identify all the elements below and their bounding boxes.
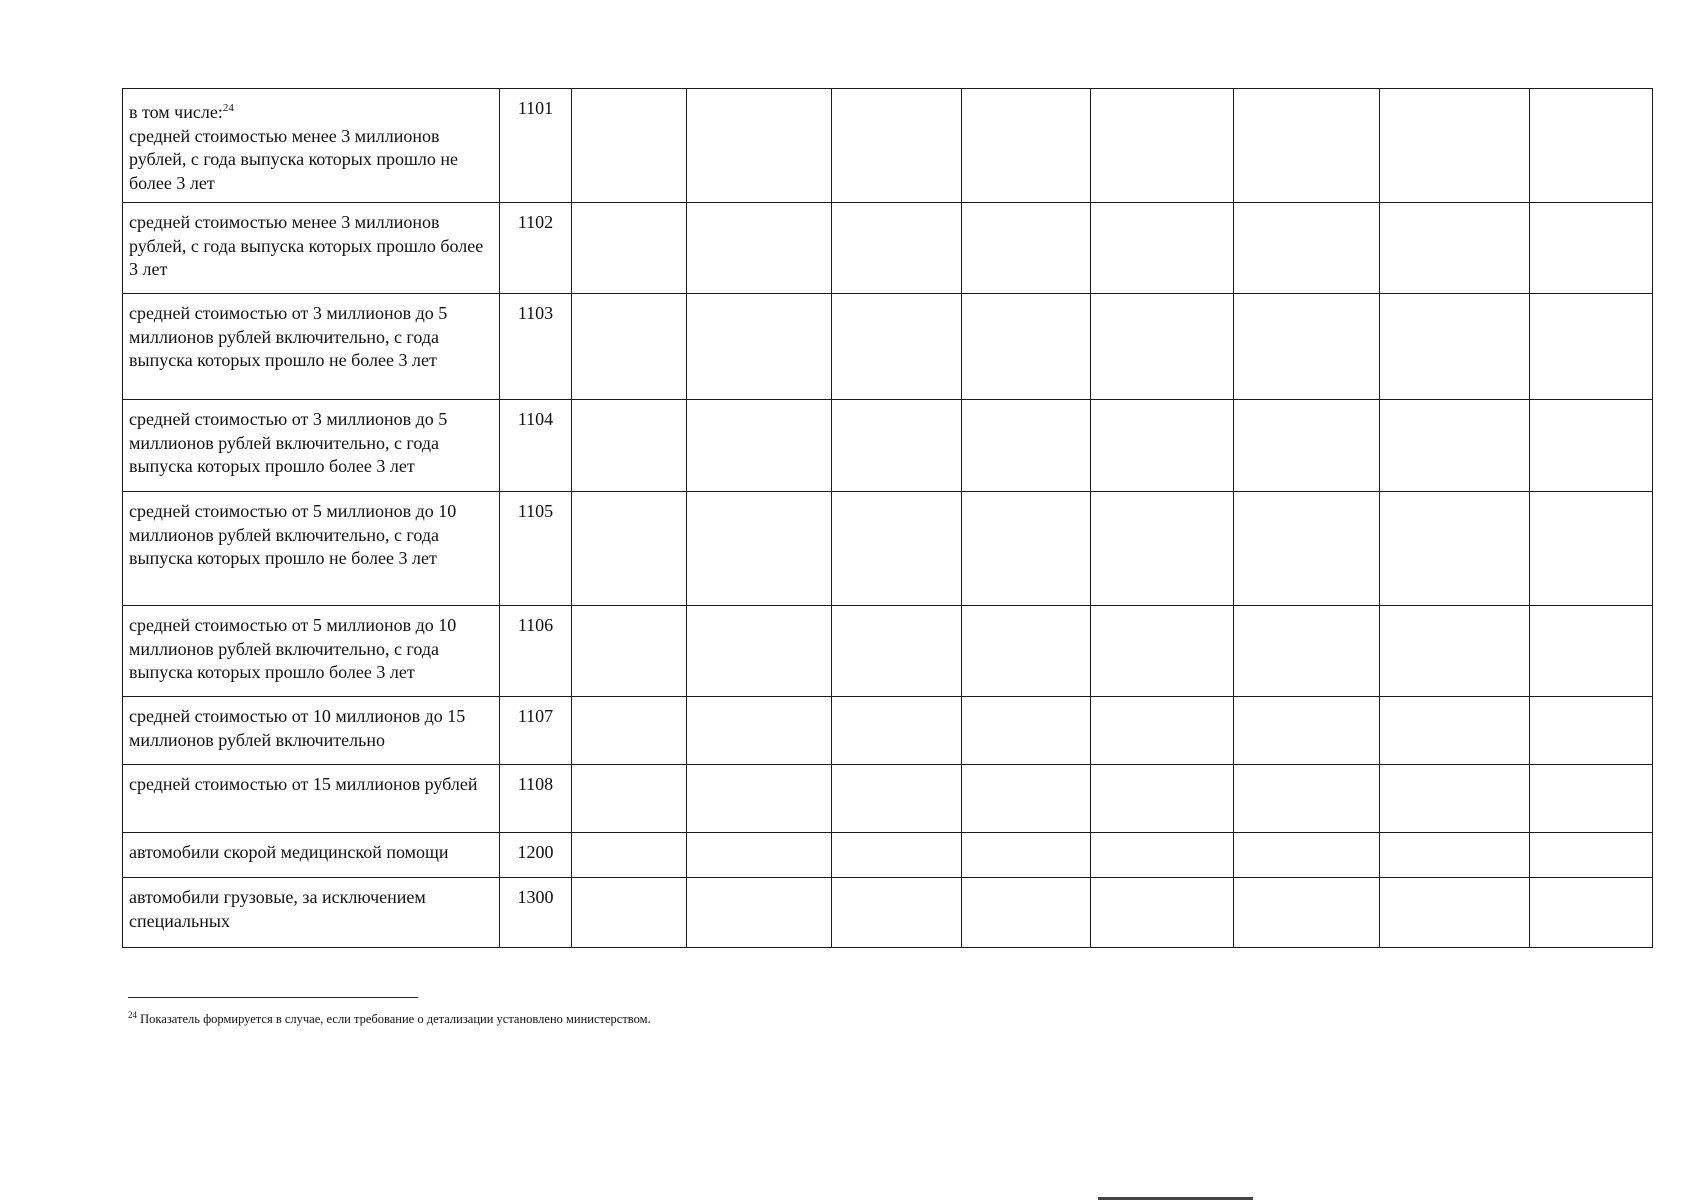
value-cell[interactable] (1234, 400, 1380, 492)
indicator-table (122, 88, 1653, 948)
row-name-cell: средней стоимостью от 3 миллионов до 5 миллионов рублей включительно, с года выпуска которых прошло не более 3 лет (123, 294, 500, 400)
footnote-separator (128, 997, 418, 998)
value-cell[interactable] (832, 89, 962, 203)
value-cell[interactable] (832, 606, 962, 697)
value-cell[interactable] (687, 400, 832, 492)
value-cell[interactable] (687, 203, 832, 294)
value-cell[interactable] (687, 89, 832, 203)
table-row (123, 203, 1653, 294)
value-cell[interactable] (832, 878, 962, 948)
value-cell[interactable] (962, 606, 1091, 697)
value-cell[interactable] (1091, 606, 1234, 697)
row-name-cell: средней стоимостью от 3 миллионов до 5 миллионов рублей включительно, с года выпуска которых прошло более 3 лет (123, 400, 500, 492)
value-cell[interactable] (1380, 833, 1530, 878)
value-cell[interactable] (832, 765, 962, 833)
row-code-cell: 1103 (500, 294, 572, 400)
value-cell[interactable] (1380, 492, 1530, 606)
value-cell[interactable] (1530, 606, 1653, 697)
row-code-cell: 1102 (500, 203, 572, 294)
value-cell[interactable] (1380, 203, 1530, 294)
value-cell[interactable] (1234, 697, 1380, 765)
value-cell[interactable] (1380, 878, 1530, 948)
value-cell[interactable] (572, 492, 687, 606)
value-cell[interactable] (962, 833, 1091, 878)
row-code-cell: 1106 (500, 606, 572, 697)
value-cell[interactable] (1530, 878, 1653, 948)
value-cell[interactable] (687, 294, 832, 400)
value-cell[interactable] (1091, 89, 1234, 203)
value-cell[interactable] (1091, 878, 1234, 948)
row-name-cell: средней стоимостью от 10 миллионов до 15 миллионов рублей включительно (123, 697, 500, 765)
value-cell[interactable] (832, 697, 962, 765)
value-cell[interactable] (1380, 400, 1530, 492)
table-row (123, 294, 1653, 400)
table-row (123, 765, 1653, 833)
value-cell[interactable] (1380, 765, 1530, 833)
value-cell[interactable] (1091, 294, 1234, 400)
row-name-cell (123, 89, 500, 203)
row-code-cell: 1104 (500, 400, 572, 492)
value-cell[interactable] (1380, 697, 1530, 765)
row-code-cell: 1200 (500, 833, 572, 878)
value-cell[interactable] (1530, 833, 1653, 878)
value-cell[interactable] (572, 606, 687, 697)
footnote-text: Показатель формируется в случае, если требование о детализации установлено министерством. (140, 1012, 651, 1027)
value-cell[interactable] (1234, 294, 1380, 400)
value-cell[interactable] (962, 294, 1091, 400)
value-cell[interactable] (687, 492, 832, 606)
value-cell[interactable] (832, 400, 962, 492)
value-cell[interactable] (962, 697, 1091, 765)
value-cell[interactable] (1530, 294, 1653, 400)
value-cell[interactable] (572, 294, 687, 400)
value-cell[interactable] (1530, 203, 1653, 294)
value-cell[interactable] (572, 400, 687, 492)
value-cell[interactable] (1530, 89, 1653, 203)
value-cell[interactable] (1234, 606, 1380, 697)
row-code-cell: 1107 (500, 697, 572, 765)
value-cell[interactable] (1091, 765, 1234, 833)
value-cell[interactable] (962, 492, 1091, 606)
value-cell[interactable] (1530, 697, 1653, 765)
row-code-cell: 1300 (500, 878, 572, 948)
row-name-text: средней стоимостью менее 3 миллионов рублей, с года выпуска которых прошло не более 3 лет (129, 125, 458, 193)
value-cell[interactable] (1530, 765, 1653, 833)
value-cell[interactable] (1234, 833, 1380, 878)
value-cell[interactable] (962, 89, 1091, 203)
value-cell[interactable] (1234, 878, 1380, 948)
value-cell[interactable] (832, 492, 962, 606)
value-cell[interactable] (1530, 400, 1653, 492)
value-cell[interactable] (1091, 833, 1234, 878)
row-lead-text: в том числе: (129, 102, 223, 122)
value-cell[interactable] (572, 89, 687, 203)
row-code-cell: 1101 (500, 89, 572, 203)
value-cell[interactable] (1380, 606, 1530, 697)
table-row (123, 89, 1653, 203)
row-name-cell: средней стоимостью от 15 миллионов рублей (123, 765, 500, 833)
row-code-cell: 1105 (500, 492, 572, 606)
value-cell[interactable] (962, 765, 1091, 833)
value-cell[interactable] (687, 833, 832, 878)
footnote-number: 24 (128, 1010, 137, 1020)
value-cell[interactable] (962, 203, 1091, 294)
value-cell[interactable] (1234, 765, 1380, 833)
value-cell[interactable] (687, 697, 832, 765)
footnote (128, 1010, 651, 1027)
value-cell[interactable] (1380, 89, 1530, 203)
footnote-ref: 24 (222, 102, 234, 114)
table-row (123, 400, 1653, 492)
row-name-cell: автомобили грузовые, за исключением специальных (123, 878, 500, 948)
value-cell[interactable] (1091, 697, 1234, 765)
row-name-cell: средней стоимостью от 5 миллионов до 10 миллионов рублей включительно, с года выпуска которых прошло не более 3 лет (123, 492, 500, 606)
value-cell[interactable] (1091, 203, 1234, 294)
value-cell[interactable] (572, 697, 687, 765)
table-row (123, 833, 1653, 878)
row-name-cell: средней стоимостью от 5 миллионов до 10 миллионов рублей включительно, с года выпуска которых прошло более 3 лет (123, 606, 500, 697)
table-row (123, 878, 1653, 948)
table-row (123, 606, 1653, 697)
value-cell[interactable] (832, 294, 962, 400)
value-cell[interactable] (1530, 492, 1653, 606)
row-name-cell: автомобили скорой медицинской помощи (123, 833, 500, 878)
value-cell[interactable] (572, 833, 687, 878)
value-cell[interactable] (1234, 203, 1380, 294)
row-code-cell: 1108 (500, 765, 572, 833)
value-cell[interactable] (1234, 89, 1380, 203)
value-cell[interactable] (687, 765, 832, 833)
value-cell[interactable] (1091, 492, 1234, 606)
value-cell[interactable] (962, 878, 1091, 948)
value-cell[interactable] (687, 878, 832, 948)
table-row (123, 697, 1653, 765)
value-cell[interactable] (572, 203, 687, 294)
value-cell[interactable] (832, 833, 962, 878)
value-cell[interactable] (572, 878, 687, 948)
value-cell[interactable] (687, 606, 832, 697)
row-name-cell: средней стоимостью менее 3 миллионов рублей, с года выпуска которых прошло более 3 лет (123, 203, 500, 294)
value-cell[interactable] (1234, 492, 1380, 606)
table-row (123, 492, 1653, 606)
value-cell[interactable] (832, 203, 962, 294)
value-cell[interactable] (572, 765, 687, 833)
value-cell[interactable] (1380, 294, 1530, 400)
value-cell[interactable] (962, 400, 1091, 492)
value-cell[interactable] (1091, 400, 1234, 492)
